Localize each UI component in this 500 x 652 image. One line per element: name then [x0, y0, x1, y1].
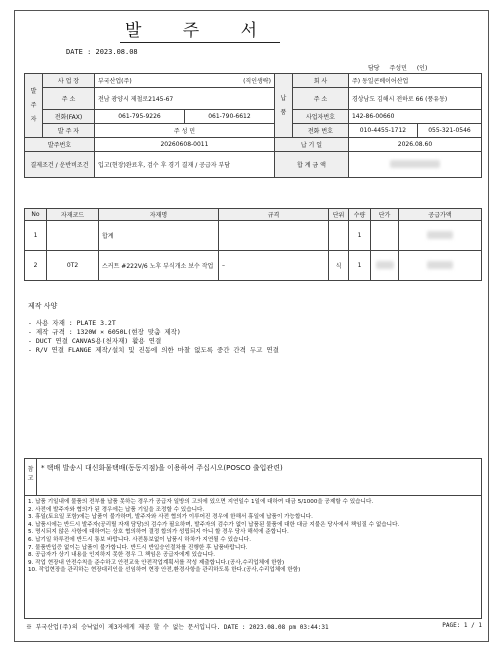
orderer-company-cell [95, 74, 275, 88]
col-amount: 공급가액 [399, 209, 482, 221]
supplier-biz-label: 사업자번호 [292, 110, 348, 124]
orderer-company: 부국산업(주) [98, 78, 132, 85]
notes-side-label: 참고 [25, 459, 37, 495]
item-amount [399, 221, 482, 251]
order-header-table [24, 73, 482, 178]
spec-list [28, 319, 279, 355]
supplier-side-label: 납품 [274, 74, 292, 138]
supplier-phone-label: 전화 번호 [292, 124, 348, 138]
redacted-value [376, 261, 394, 269]
note-item: 9. 작업 현장내 안전수칙을 준수하고 안전교육 안전작업계획서를 작성 제출합니다.(공사,수리업체에 한함) [28, 559, 285, 566]
item-no: 1 [25, 221, 47, 251]
supplier-biz-no: 142-86-00660 [348, 110, 481, 124]
due-date: 2026.08.60 [348, 138, 481, 152]
item-code: 0T2 [47, 251, 99, 281]
supplier-company: 주) 동일콘베이어산업 [348, 74, 481, 88]
col-name: 자재명 [99, 209, 219, 221]
orderer-manager-label: 발 주 자 [43, 124, 95, 138]
due-date-label: 납 기 일 [274, 138, 348, 152]
orderer-manager: 주 성 민 [95, 124, 275, 138]
orderer-fax: 061-790-6612 [184, 110, 274, 124]
divider [25, 495, 481, 496]
orderer-side-label: 발주자 [25, 74, 43, 138]
item-price [371, 251, 399, 281]
payment-label: 결제조건 / 운반비조건 [25, 152, 95, 178]
item-name: 스커트 #222V/6 노후 부식개소 보수 작업 [99, 251, 219, 281]
orderer-address-label: 주 소 [43, 88, 95, 110]
notes-headline: * 택배 발송시 대신화물택배(동동지점)을 이용하여 주십시오(POSCO 출입관련) [41, 464, 283, 472]
item-qty: 1 [349, 221, 371, 251]
item-no: 2 [25, 251, 47, 281]
item-qty: 1 [349, 251, 371, 281]
note-item: 6. 납기일 하루전에 반드시 통보 바랍니다. 사전통보없이 납품시 하차가 지연될 수 있습니다. [28, 536, 251, 543]
items-header-row [25, 209, 482, 221]
signature-seal: (인) [416, 65, 428, 72]
col-no: No [25, 209, 47, 221]
spec-line: - R/V 연결 FLANGE 제작/설치 및 진동에 의한 마찰 없도록 중간 간격 두고 연결 [28, 346, 279, 354]
supplier-address: 경상남도 김해시 전하로 66 (풍유동) [348, 88, 481, 110]
table-row [25, 251, 482, 281]
total-amount [348, 152, 481, 178]
note-item: 4. 납품시에는 반드시 발주자(공리릴 자재 담당)의 검수가 필요하며, 발주자의 검수가 없이 납품된 물품에 대한 대금 지불은 당사에서 책임질 수 없습니다. [28, 521, 400, 528]
signature-line [368, 63, 435, 72]
item-amount [399, 251, 482, 281]
spec-line: - 제작 규격 : 1320W × 6050L(현장 맞춤 제작) [28, 328, 181, 336]
signature-label: 담당 [368, 65, 380, 72]
total-amount-label: 합 계 금 액 [274, 152, 348, 178]
supplier-company-label: 회 사 [292, 74, 348, 88]
orderer-phone: 061-795-9226 [95, 110, 185, 124]
redacted-value [427, 231, 453, 239]
note-item: 7. 물품반입증 없이는 납품이 불가합니다. 반드시 반입승인절차를 진행한 후 납품바랍니다. [28, 544, 248, 551]
orderer-company-note: (직인생략) [243, 78, 271, 85]
item-spec [219, 221, 329, 251]
notes-list [28, 499, 480, 575]
orderer-phone-label: 전화(FAX) [43, 110, 95, 124]
item-name: 합계 [99, 221, 219, 251]
page-number: PAGE: 1 / 1 [442, 622, 482, 629]
item-spec: – [219, 251, 329, 281]
item-price [371, 221, 399, 251]
spec-line: - 사용 자재 : PLATE 3.2T [28, 319, 116, 327]
footer-text: ※ 부국산업(주)의 승낙없이 제3자에게 제공 할 수 없는 문서입니다. DATE : 2023.08.08 pm 03:44:31 [26, 624, 329, 631]
note-item: 1. 납품 기일내에 물품의 전부를 납품 못하는 경우가 공급자 일방의 고의에 있으면 지연일수 1일에 대하여 대금 5/1000을 공제할 수 있습니다. [28, 499, 374, 505]
col-qty: 수량 [349, 209, 371, 221]
col-price: 단가 [371, 209, 399, 221]
order-date: DATE : 2023.08.08 [66, 48, 138, 56]
item-unit: 식 [329, 251, 349, 281]
note-item: 10. 작업현장을 관리하는 현장대리인을 선임하여 현장 안전,환경사항을 관리하도록 한다.(공사,수리업체에 한함) [28, 567, 301, 574]
col-spec: 규격 [219, 209, 329, 221]
supplier-mobile: 010-4455-1712 [348, 124, 417, 138]
payment-terms: 입고(현장)완료후, 검수 후 경기 결재 / 공급자 부담 [95, 152, 275, 178]
redacted-value [390, 160, 440, 168]
supplier-address-label: 주 소 [292, 88, 348, 110]
note-item: 8. 공급자가 상기 내용을 인지하지 못한 경우 그 책임은 공급자에게 있습니다. [28, 552, 216, 559]
spec-title: 제작 사양 [28, 302, 58, 310]
supplier-phone: 055-321-0546 [417, 124, 481, 138]
orderer-company-label: 사 업 장 [43, 74, 95, 88]
order-no: 20260608-0011 [95, 138, 275, 152]
spec-line: - DUCT 연결 CANVAS용(천자재) 활용 연결 [28, 337, 162, 345]
item-unit [329, 221, 349, 251]
col-unit: 단위 [329, 209, 349, 221]
items-table [24, 208, 482, 281]
orderer-address: 전남 광양시 제철로2145-67 [95, 88, 275, 110]
note-item: 3. 휴일(토요일 포함)에는 납품이 불가하며, 발주자와 사전 협의가 이루어진 경우에 한해서 휴일에 납품이 가능합니다. [28, 514, 313, 521]
item-code [47, 221, 99, 251]
redacted-value [427, 261, 453, 269]
signature-name: 주성민 [389, 65, 407, 72]
col-code: 자재코드 [47, 209, 99, 221]
order-no-label: 발주번호 [25, 138, 95, 152]
page-title: 발 주 서 [120, 16, 280, 43]
notes-box [24, 458, 482, 619]
table-row [25, 221, 482, 251]
footer [26, 622, 482, 631]
note-item: 2. 사전에 발주자와 협의가 된 경우에는 납품 기일을 조정할 수 있습니다. [28, 506, 205, 513]
note-item: 5. 명시되지 않은 사항에 대하여는 상호 협의하여 결정 합의가 성립되지 아니 할 경우 당사 해석에 준합니다. [28, 529, 289, 536]
